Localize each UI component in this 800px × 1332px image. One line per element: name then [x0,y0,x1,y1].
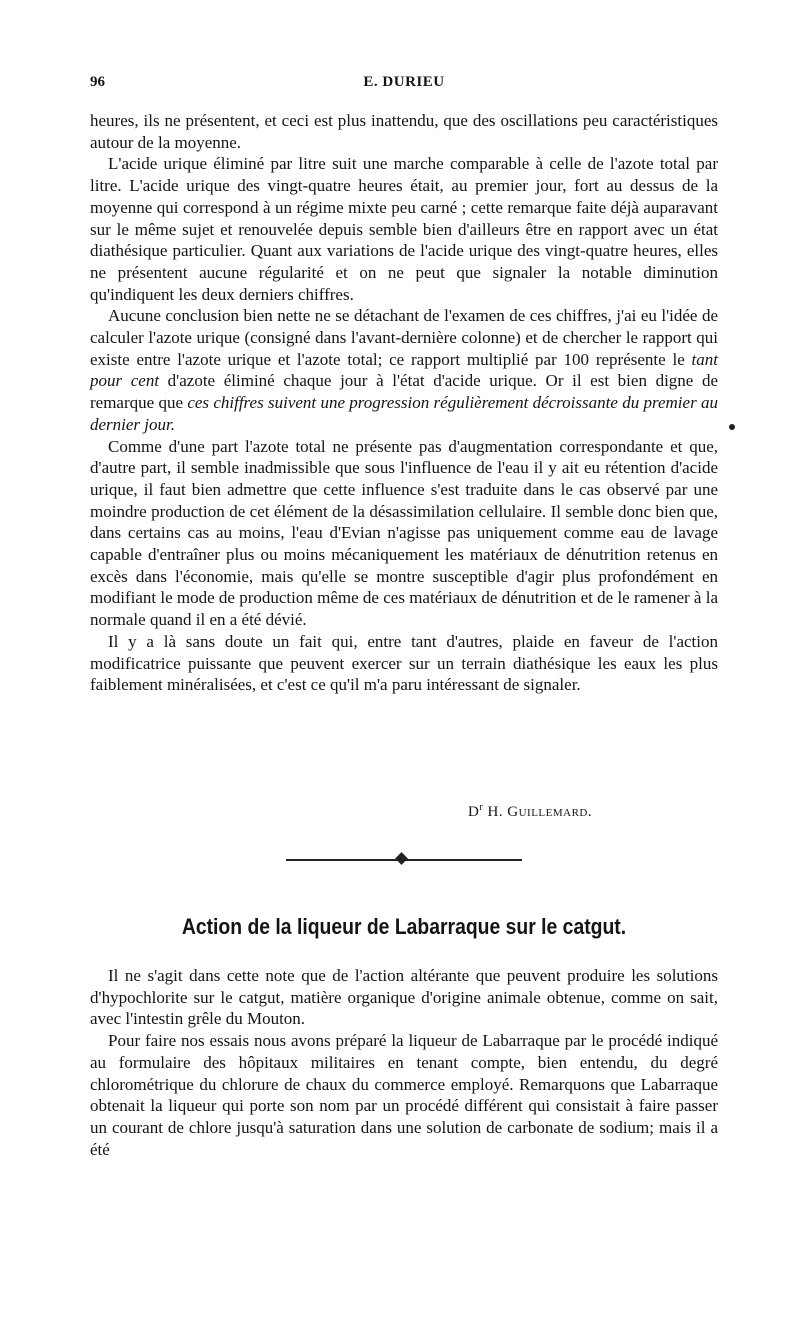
running-head: E. DURIEU [363,74,445,90]
paragraph: Il ne s'agit dans cette note que de l'action altérante que peuvent produire les solutions d'hypochlorite sur le catgut, matière organique d'origine animale obtenue, comme on sait, avec l'intestin grêle du Mouton. [90,966,718,1029]
paragraph: heures, ils ne présentent, et ceci est plus inattendu, que des oscillations peu caractéristiques autour de la moyenne. [90,111,718,152]
paragraph-text: d'azote éliminé chaque jour à l'état d'acide urique. Or il est bien digne de remarque que [90,371,719,413]
section-divider [286,853,522,867]
paragraph-text: Aucune conclusion bien nette ne se détachant de l'examen de ces chiffres, j'ai eu l'idée de calculer l'azote urique (consigné dans l'avant-dernière colonne) et de chercher le rapport qui existe entre l'azote urique et l'azote total; ce rapport multiplié par 100 représente le [90,306,718,369]
paragraph: Comme d'une part l'azote total ne présente pas d'augmentation correspondante et que, d'autre part, il semble inadmissible que sous l'influence de l'eau il y ait eu rétention d'acide urique, il faut bien admettre que cette influence s'est traduite dans le cas observé par une moindre production de cet élément de la désassimilation cellulaire. Il semble donc bien que, dans certains cas au moins, l'eau d'Evian n'agisse pas uniquement comme eau de lavage capable d'entraîner plus ou moins mécaniquement les matériaux de dénutrition retenus en excès dans l'économie, mais qu'elle se montre susceptible d'agir plus profondément en modifiant le mode de production même de ces matériaux de dénutrition et de le ramener à la normale quand il en a été dévié. [90,436,718,630]
paragraph: Pour faire nos essais nous avons préparé la liqueur de Labarraque par le procédé indiqué au formulaire des hôpitaux militaires en tenant compte, bien entendu, du degré chlorométrique du chlorure de chaux du commerce employé. Remarquons que Labarraque obtenait la liqueur qui porte son nom par un procédé différent qui consistait à faire passer un courant de chlore jusqu'à saturation dans une solution de carbonate de sodium; mais il a été [90,1031,718,1159]
author-signature [468,802,592,821]
signature-title-sup: r [479,802,484,813]
paragraph: Il y a là sans doute un fait qui, entre tant d'autres, plaide en faveur de l'action modificatrice puissante que peuvent exercer sur un terrain diathésique les eaux les plus faiblement minéralisées, et c'est ce qu'il m'a paru intéressant de signaler. [90,631,718,695]
section-title: Action de la liqueur de Labarraque sur le catgut. [181,914,627,939]
article-continuation [90,110,718,696]
page-header [90,74,718,98]
emphasis-text: tant pour cent [90,349,718,391]
signature-title: D [468,804,480,820]
article-body [90,965,718,1160]
page-number: 96 [90,74,105,90]
paragraph [90,305,718,435]
signature-name: H. Guillemard. [487,804,593,820]
margin-mark [729,424,735,430]
paragraph: L'acide urique éliminé par litre suit une marche comparable à celle de l'azote total par litre. L'acide urique des vingt-quatre heures était, au premier jour, fort au dessus de la moyenne qui correspond à un régime mixte peu carné ; cette remarque faite déjà auparavant sur le même sujet et renouvelée depuis semble bien d'ailleurs être en rapport avec un état diathésique particulier. Quant aux variations de l'acide urique des vingt-quatre heures, elles ne présentent aucune régularité et on ne peut que signaler la notable diminution qu'indiquent les deux derniers chiffres. [90,154,718,304]
diamond-ornament-icon [395,852,408,865]
emphasis-text: ces chiffres suivent une progression régulièrement décroissante du premier au dernier jour. [90,393,718,434]
